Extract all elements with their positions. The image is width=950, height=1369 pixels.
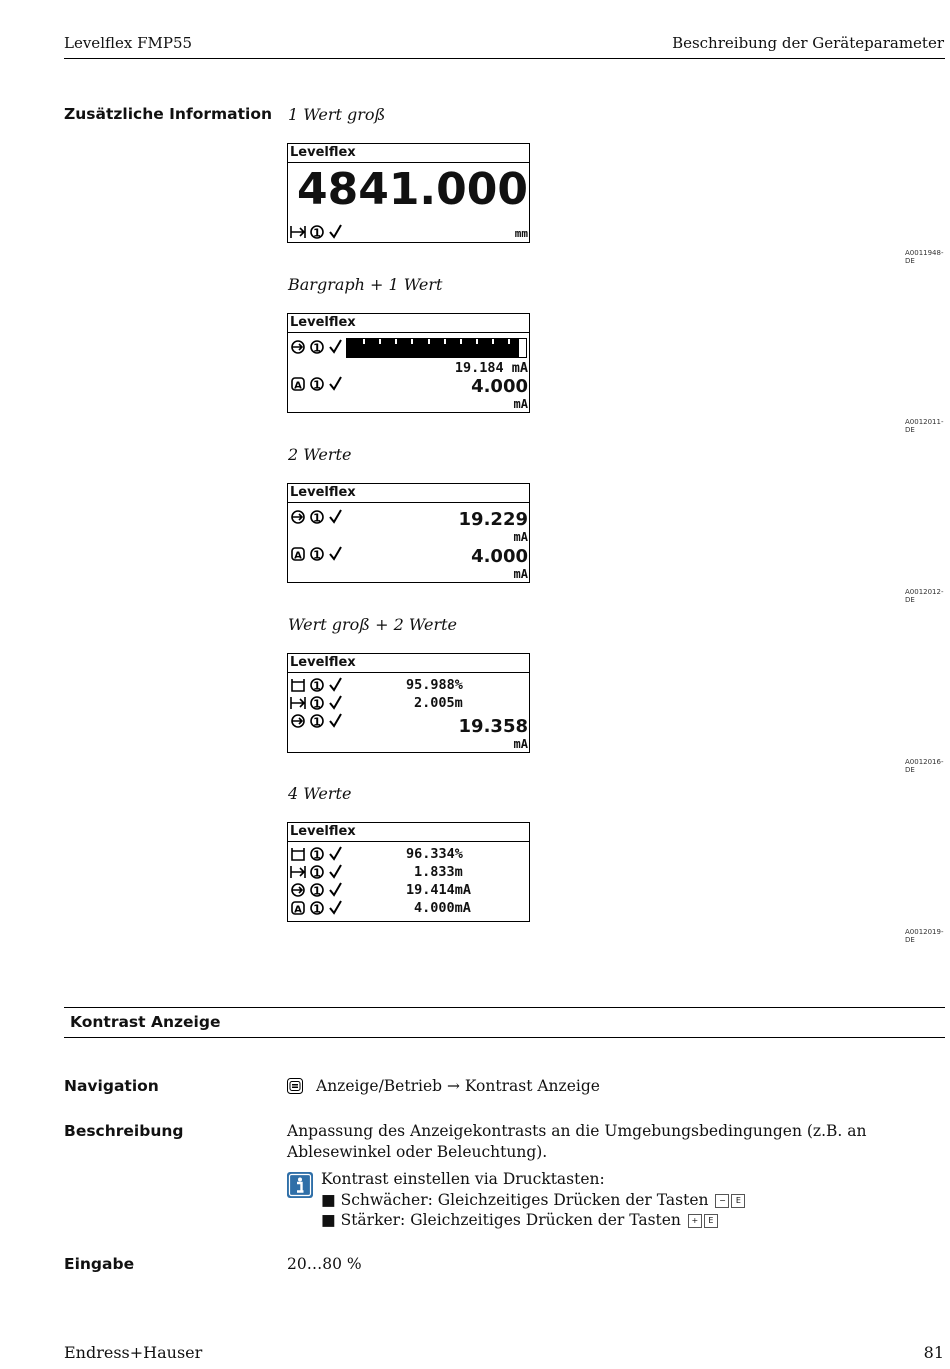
lcd-title: Levelflex [288,654,529,673]
level-channel-icon [290,845,346,863]
figure-id-1: A0011948-DE [905,249,944,265]
unit-3: mA [513,737,528,751]
bargraph-tick [363,339,365,344]
output-channel-icon [290,508,346,526]
bargraph-tick [444,339,446,344]
bargraph-tick [379,339,381,344]
lcd-title: Levelflex [288,144,529,163]
header-right: Beschreibung der Geräteparameter [672,34,944,52]
lcd-display-5 [287,822,530,922]
value-1: 19.229 [458,509,528,530]
description-text: Anpassung des Anzeigekontrasts an die Umgebungsbedingungen (z.B. an Ablesewinkel oder Beleuchtung). [287,1122,867,1161]
section-rule-bottom [64,1037,945,1038]
analog-channel-icon [290,545,346,563]
info-item-text: Schwächer: Gleichzeitiges Drücken der Tasten [340,1191,709,1209]
value: 4.000 [471,376,528,397]
lcd-title: Levelflex [288,823,529,842]
value-3: 19.358 [458,716,528,737]
header-rule [64,58,945,59]
analog-channel-icon [290,899,346,917]
figure-id-5: A0012019-DE [905,928,944,944]
info-item-weaker [321,1191,745,1209]
bullet: ■ [321,1191,341,1209]
big-value: 4841.000 [296,164,528,215]
bargraph-tick [395,339,397,344]
info-title: Kontrast einstellen via Drucktasten: [321,1170,605,1188]
lcd-display-4 [287,653,530,753]
value-1: 95.988% [406,677,463,693]
plus-key-icon: + [688,1214,702,1228]
display-caption-1: 1 Wert groß [288,105,386,124]
navigation-label: Navigation [64,1077,159,1095]
bargraph-tick [476,339,478,344]
figure-id-3: A0012012-DE [905,588,944,604]
lcd-title: Levelflex [288,314,529,333]
unit-label: mm [514,227,528,240]
input-label: Eingabe [64,1255,135,1273]
value-2: 2.005m [414,695,463,711]
page-number: 81 [923,1343,944,1362]
display-caption-4: Wert groß + 2 Werte [288,615,457,634]
bullet: ■ [321,1211,341,1229]
enter-key-icon: E [704,1214,718,1228]
bargraph-tick [508,339,510,344]
info-item-text: Stärker: Gleichzeitiges Drücken der Tasten [340,1211,681,1229]
bargraph-ticks [347,339,526,345]
additional-info-label: Zusätzliche Information [64,105,273,123]
menu-icon [287,1078,303,1094]
distance-channel-icon [290,223,346,241]
bargraph-tick [492,339,494,344]
bargraph-tick [428,339,430,344]
distance-channel-icon [290,863,346,881]
output-channel-icon [290,338,346,356]
display-caption-2: Bargraph + 1 Wert [288,275,443,294]
lcd-display-2 [287,313,530,413]
unit-2: mA [513,567,528,581]
enter-key-icon: E [731,1194,745,1208]
input-value: 20…80 % [287,1255,362,1273]
bargraph-tick [411,339,413,344]
bar-value: 19.184 mA [454,360,528,376]
display-caption-5: 4 Werte [288,784,352,803]
header-left: Levelflex FMP55 [64,34,193,52]
unit-label: mA [513,397,528,411]
lcd-display-1 [287,143,530,243]
bargraph-tick [460,339,462,344]
value-3: 19.414mA [406,882,472,898]
unit-1: mA [513,530,528,544]
navigation-path: Anzeige/Betrieb → Kontrast Anzeige [316,1077,600,1095]
value-2: 1.833m [414,864,463,880]
info-item-stronger [321,1211,718,1229]
section-heading: Kontrast Anzeige [70,1013,221,1031]
figure-id-4: A0012016-DE [905,758,944,774]
analog-channel-icon [290,375,346,393]
output-channel-icon [290,712,346,730]
lcd-display-3 [287,483,530,583]
distance-channel-icon [290,694,346,712]
value-1: 96.334% [406,846,463,862]
value-4: 4.000mA [414,900,471,916]
display-caption-3: 2 Werte [288,445,352,464]
figure-id-2: A0012011-DE [905,418,944,434]
bargraph [346,338,527,358]
section-rule-top [64,1007,945,1008]
footer-brand: Endress+Hauser [64,1343,203,1362]
info-icon [287,1172,313,1198]
output-channel-icon [290,881,346,899]
lcd-title: Levelflex [288,484,529,503]
description-label: Beschreibung [64,1122,184,1140]
value-2: 4.000 [471,546,528,567]
level-channel-icon [290,676,346,694]
minus-key-icon: − [715,1194,729,1208]
